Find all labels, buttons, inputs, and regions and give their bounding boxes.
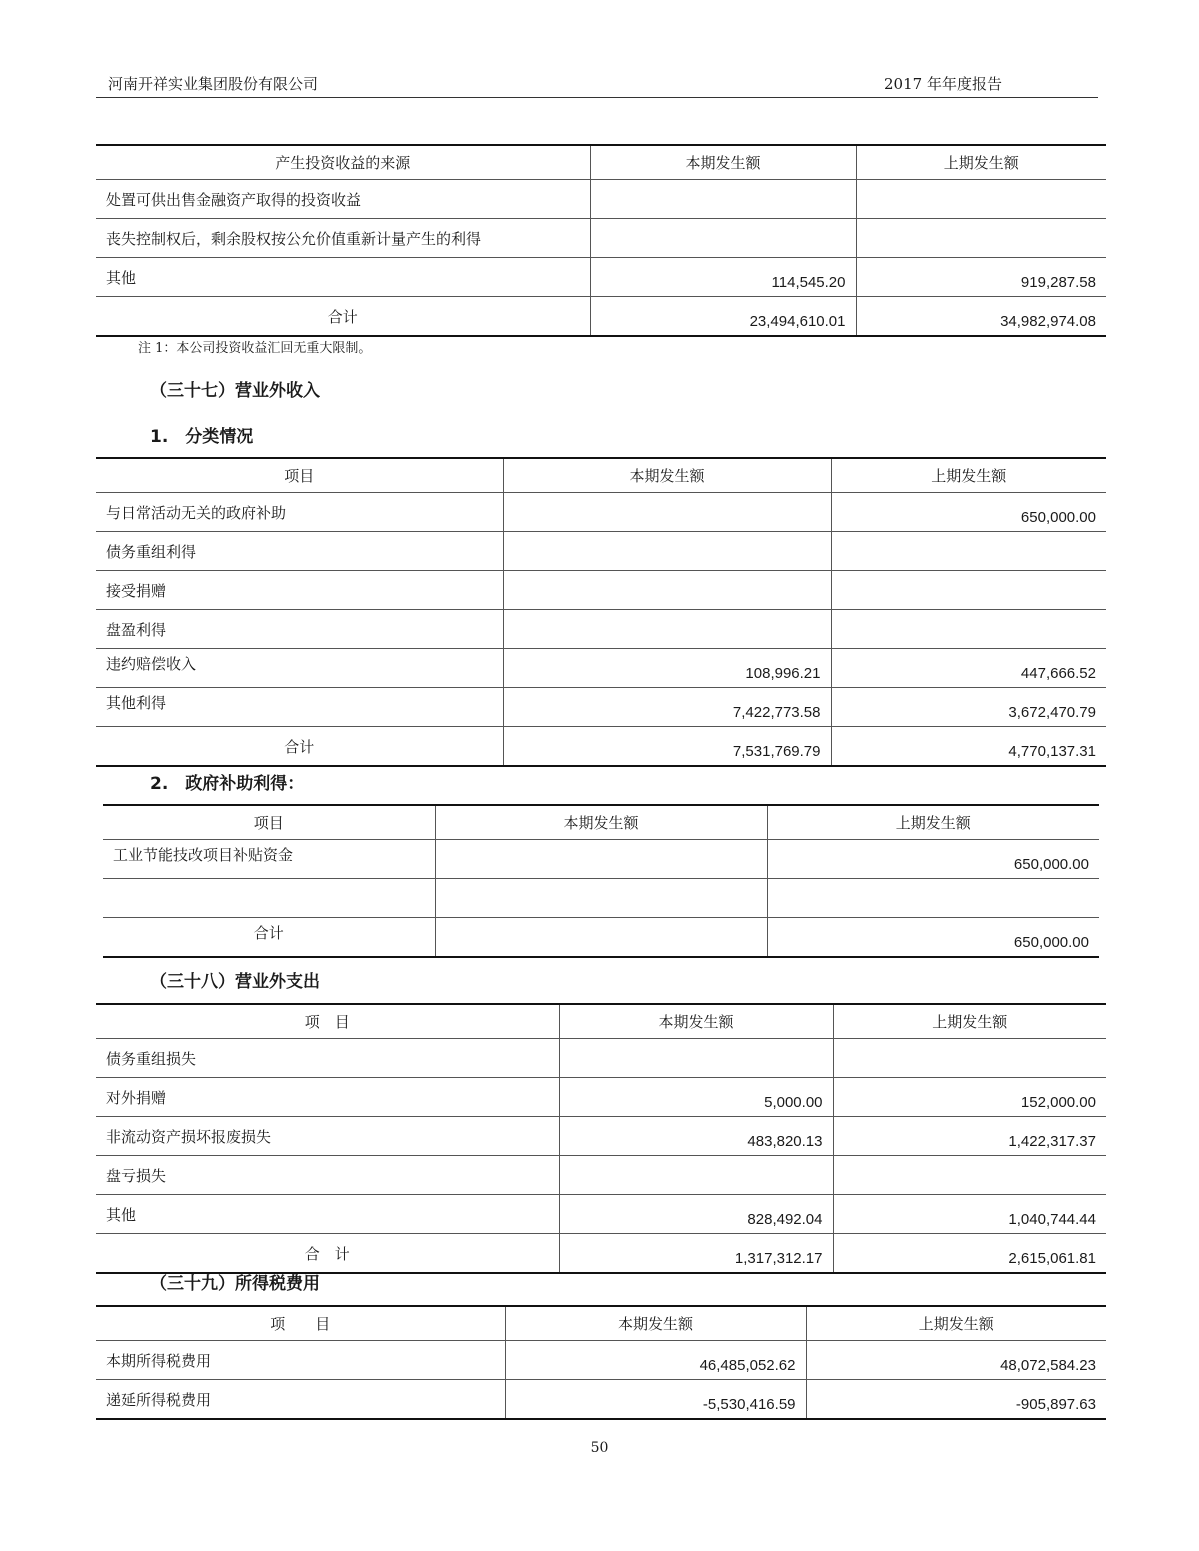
header-cell: 产生投资收益的来源 [96, 145, 590, 180]
header-cell: 项 目 [96, 1004, 559, 1039]
row-label: 与日常活动无关的政府补助 [96, 493, 503, 532]
prior-value [833, 1156, 1106, 1195]
table-header-row [96, 1306, 1106, 1341]
table-row [96, 1195, 1106, 1234]
current-value [435, 879, 767, 918]
table-row [96, 1117, 1106, 1156]
header-cell: 上期发生额 [831, 458, 1106, 493]
row-label: 合计 [96, 297, 590, 337]
table-row [96, 571, 1106, 610]
header-cell: 项 目 [96, 1306, 505, 1341]
section-title-39: （三十九）所得税费用 [150, 1274, 320, 1294]
row-label: 递延所得税费用 [96, 1380, 505, 1420]
prior-value: 3,672,470.79 [831, 688, 1106, 727]
table-row [96, 219, 1106, 258]
section-title-38: （三十八）营业外支出 [150, 972, 320, 992]
prior-value [833, 1039, 1106, 1078]
header-cell: 上期发生额 [856, 145, 1106, 180]
table-row [103, 879, 1099, 918]
income-tax-table [96, 1305, 1106, 1420]
prior-value [856, 219, 1106, 258]
current-value: 5,000.00 [559, 1078, 833, 1117]
row-label [103, 879, 435, 918]
header-cell: 本期发生额 [590, 145, 856, 180]
note-text: 注 1：本公司投资收益汇回无重大限制。 [138, 341, 372, 356]
total-row [103, 918, 1099, 958]
row-label: 合计 [96, 727, 503, 767]
table-row [103, 840, 1099, 879]
header-cell: 本期发生额 [503, 458, 831, 493]
header-cell: 本期发生额 [435, 805, 767, 840]
table-row [96, 688, 1106, 727]
prior-value: 34,982,974.08 [856, 297, 1106, 337]
current-value [590, 219, 856, 258]
prior-value [831, 610, 1106, 649]
current-value [559, 1156, 833, 1195]
prior-value: 650,000.00 [831, 493, 1106, 532]
row-label: 其他 [96, 1195, 559, 1234]
current-value [435, 840, 767, 879]
header-divider [96, 97, 1098, 98]
table-row [96, 493, 1106, 532]
row-label: 工业节能技改项目补贴资金 [103, 840, 435, 879]
prior-value: 48,072,584.23 [806, 1341, 1106, 1380]
prior-value: -905,897.63 [806, 1380, 1106, 1420]
table-row [96, 1341, 1106, 1380]
current-value: -5,530,416.59 [505, 1380, 806, 1420]
prior-value [831, 532, 1106, 571]
row-label: 合计 [103, 918, 435, 958]
row-label: 本期所得税费用 [96, 1341, 505, 1380]
row-label: 接受捐赠 [96, 571, 503, 610]
current-value: 1,317,312.17 [559, 1234, 833, 1274]
total-row [96, 1234, 1106, 1274]
prior-value: 4,770,137.31 [831, 727, 1106, 767]
current-value [503, 610, 831, 649]
current-value [503, 532, 831, 571]
row-label: 违约赔偿收入 [96, 649, 503, 688]
total-row [96, 297, 1106, 337]
current-value: 7,422,773.58 [503, 688, 831, 727]
table-row [96, 532, 1106, 571]
row-label: 丧失控制权后，剩余股权按公允价值重新计量产生的利得 [96, 219, 590, 258]
row-label: 盘盈利得 [96, 610, 503, 649]
current-value [590, 180, 856, 219]
current-value: 483,820.13 [559, 1117, 833, 1156]
header-cell: 上期发生额 [767, 805, 1099, 840]
row-label: 其他 [96, 258, 590, 297]
total-row [96, 727, 1106, 767]
row-label: 其他利得 [96, 688, 503, 727]
table-row [96, 649, 1106, 688]
table-row [96, 180, 1106, 219]
page-number: 50 [590, 1440, 609, 1456]
prior-value: 2,615,061.81 [833, 1234, 1106, 1274]
row-label: 处置可供出售金融资产取得的投资收益 [96, 180, 590, 219]
header-cell: 项目 [103, 805, 435, 840]
non-operating-expense-table [96, 1003, 1106, 1274]
table-row [96, 1078, 1106, 1117]
table-header-row [96, 458, 1106, 493]
header-cell: 本期发生额 [559, 1004, 833, 1039]
row-label: 盘亏损失 [96, 1156, 559, 1195]
table-row [96, 1039, 1106, 1078]
current-value: 7,531,769.79 [503, 727, 831, 767]
header-cell: 项目 [96, 458, 503, 493]
header-cell: 上期发生额 [833, 1004, 1106, 1039]
subsection-title-classification: 1. 分类情况 [150, 427, 254, 447]
row-label: 债务重组损失 [96, 1039, 559, 1078]
report-title: 2017 年年度报告 [884, 75, 1002, 93]
prior-value [856, 180, 1106, 219]
header-cell: 上期发生额 [806, 1306, 1106, 1341]
row-label: 对外捐赠 [96, 1078, 559, 1117]
section-title-37: （三十七）营业外收入 [150, 381, 320, 401]
current-value [559, 1039, 833, 1078]
table-header-row [96, 145, 1106, 180]
current-value: 828,492.04 [559, 1195, 833, 1234]
row-label: 非流动资产损坏报废损失 [96, 1117, 559, 1156]
prior-value: 447,666.52 [831, 649, 1106, 688]
current-value: 108,996.21 [503, 649, 831, 688]
government-grant-table [103, 804, 1099, 958]
table-row [96, 1380, 1106, 1420]
current-value [503, 493, 831, 532]
prior-value [831, 571, 1106, 610]
company-name: 河南开祥实业集团股份有限公司 [108, 75, 319, 93]
table-row [96, 258, 1106, 297]
table-header-row [103, 805, 1099, 840]
subsection-title-gov-grants: 2. 政府补助利得： [150, 774, 305, 794]
prior-value: 650,000.00 [767, 840, 1099, 879]
table-header-row [96, 1004, 1106, 1039]
prior-value: 919,287.58 [856, 258, 1106, 297]
row-label: 债务重组利得 [96, 532, 503, 571]
investment-income-table [96, 144, 1106, 337]
prior-value [767, 879, 1099, 918]
prior-value: 152,000.00 [833, 1078, 1106, 1117]
table-row [96, 1156, 1106, 1195]
prior-value: 1,422,317.37 [833, 1117, 1106, 1156]
current-value [435, 918, 767, 958]
row-label: 合 计 [96, 1234, 559, 1274]
current-value: 23,494,610.01 [590, 297, 856, 337]
header-cell: 本期发生额 [505, 1306, 806, 1341]
current-value [503, 571, 831, 610]
non-operating-income-table [96, 457, 1106, 767]
prior-value: 650,000.00 [767, 918, 1099, 958]
current-value: 46,485,052.62 [505, 1341, 806, 1380]
prior-value: 1,040,744.44 [833, 1195, 1106, 1234]
table-row [96, 610, 1106, 649]
current-value: 114,545.20 [590, 258, 856, 297]
